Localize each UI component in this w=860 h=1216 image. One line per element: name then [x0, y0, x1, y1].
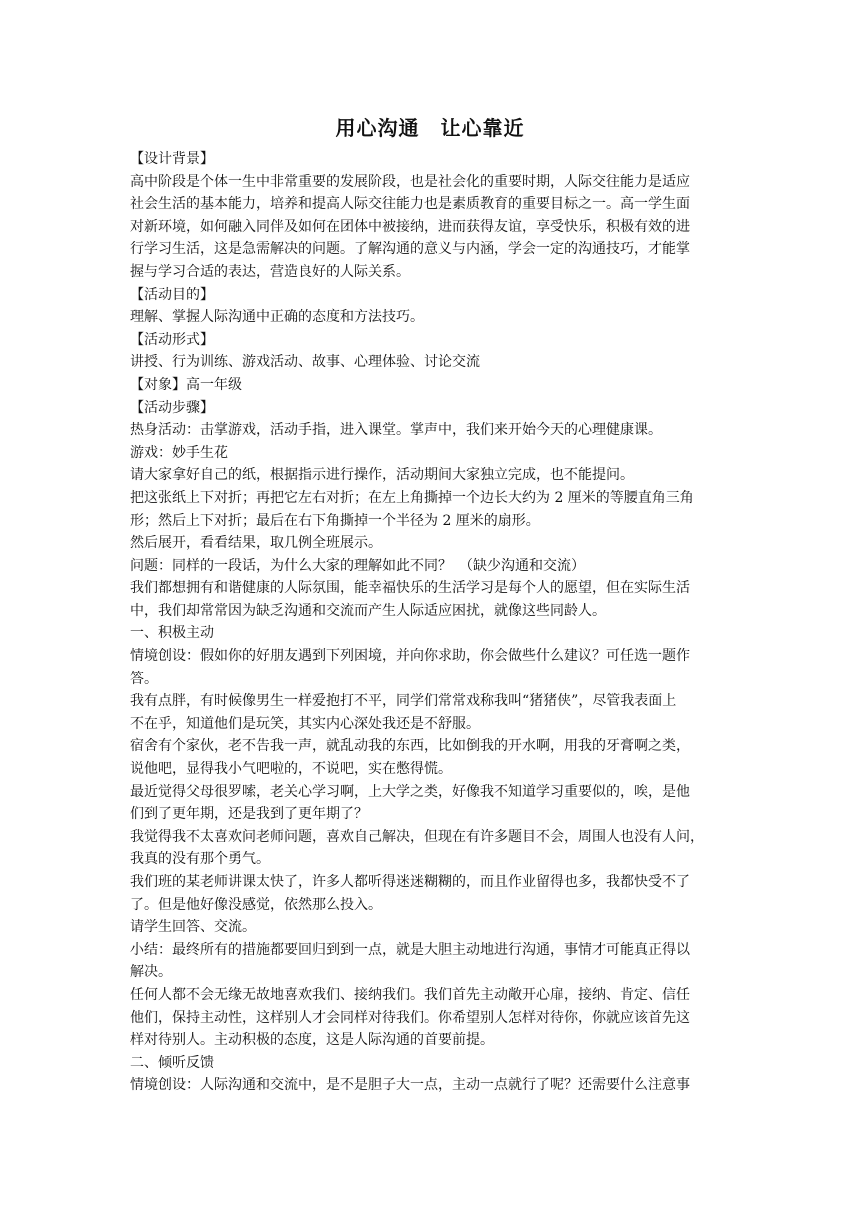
document-line: 答。 — [130, 670, 158, 687]
document-line: 最近觉得父母很罗嗦，老关心学习啊，上大学之类，好像我不知道学习重要似的，唉，是他 — [130, 783, 690, 800]
document-line: 热身活动：击掌游戏，活动手指，进入课堂。掌声中，我们来开始今天的心理健康课。 — [130, 422, 662, 439]
document-line: 们到了更年期，还是我到了更年期了？ — [130, 806, 368, 823]
document-line: 了。但是他好像没感觉，依然那么投入。 — [130, 896, 382, 913]
document-line: 握与学习合适的表达，营造良好的人际关系。 — [130, 263, 410, 280]
document-line: 形；然后上下对折；最后在右下角撕掉一个半径为 2 厘米的扇形。 — [130, 512, 540, 529]
document-line: 中，我们却常常因为缺乏沟通和交流而产生人际适应困扰，就像这些同龄人。 — [130, 602, 606, 619]
document-line: 讲授、行为训练、游戏活动、故事、心理体验、讨论交流 — [130, 354, 480, 371]
document-line: 我有点胖，有时候像男生一样爱抱打不平，同学们常常戏称我叫“猪猪侠”，尽管我表面上 — [130, 693, 677, 710]
document-line: 我真的没有那个勇气。 — [130, 851, 270, 868]
document-line: 【活动目的】 — [130, 286, 214, 303]
document-title: 用心沟通 让心靠近 — [335, 116, 525, 140]
document-line: 游戏：妙手生花 — [130, 444, 228, 461]
document-line: 一、积极主动 — [130, 625, 214, 642]
document-line: 理解、掌握人际沟通中正确的态度和方法技巧。 — [130, 309, 424, 326]
document-line: 样对待别人。主动积极的态度，这是人际沟通的首要前提。 — [130, 1032, 494, 1049]
document-line: 社会生活的基本能力，培养和提高人际交往能力也是素质教育的重要目标之一。高一学生面 — [130, 196, 690, 213]
document-line: 说他吧，显得我小气吧啦的，不说吧，实在憋得慌。 — [130, 761, 452, 778]
document-line: 【活动步骤】 — [130, 399, 214, 416]
document-line: 我觉得我不太喜欢问老师问题，喜欢自己解决，但现在有许多题目不会，周围人也没有人问， — [130, 828, 704, 845]
document-line: 【活动形式】 — [130, 331, 214, 348]
document-line: 请大家拿好自己的纸，根据指示进行操作，活动期间大家独立完成，也不能提问。 — [130, 467, 634, 484]
document-line: 把这张纸上下对折；再把它左右对折；在左上角撕掉一个边长大约为 2 厘米的等腰直角三角 — [130, 489, 694, 506]
document-line: 行学习生活，这是急需解决的问题。了解沟通的意义与内涵，学会一定的沟通技巧，才能掌 — [130, 241, 690, 258]
document-line: 然后展开，看看结果，取几例全班展示。 — [130, 535, 382, 552]
document-line: 不在乎，知道他们是玩笑，其实内心深处我还是不舒服。 — [130, 715, 480, 732]
document-line: 高中阶段是个体一生中非常重要的发展阶段，也是社会化的重要时期，人际交往能力是适应 — [130, 173, 690, 190]
document-line: 解决。 — [130, 964, 172, 981]
document-line: 对新环境，如何融入同伴及如何在团体中被接纳，进而获得友谊，享受快乐，积极有效的进 — [130, 218, 690, 235]
document-line: 情境创设：假如你的好朋友遇到下列困境，并向你求助，你会做些什么建议？可任选一题作 — [130, 648, 690, 665]
document-line: 我们班的某老师讲课太快了，许多人都听得迷迷糊糊的，而且作业留得也多，我都快受不了 — [130, 874, 690, 890]
document-line: 二、倾听反馈 — [130, 1054, 214, 1071]
document-line: 小结：最终所有的措施都要回归到到一点，就是大胆主动地进行沟通，事情才可能真正得以 — [130, 941, 690, 958]
document-line: 宿舍有个家伙，老不告我一声，就乱动我的东西，比如倒我的开水啊，用我的牙膏啊之类， — [130, 738, 690, 755]
document-line: 问题：同样的一段话，为什么大家的理解如此不同？ （缺少沟通和交流） — [130, 557, 585, 574]
document-line: 情境创设：人际沟通和交流中，是不是胆子大一点，主动一点就行了呢？还需要什么注意事 — [130, 1077, 690, 1094]
document-line: 任何人都不会无缘无故地喜欢我们、接纳我们。我们首先主动敞开心扉，接纳、肯定、信任 — [130, 986, 690, 1003]
document-line: 【设计背景】 — [130, 151, 214, 167]
document-line: 请学生回答、交流。 — [130, 919, 256, 936]
document-body — [130, 148, 730, 1097]
document-line: 【对象】高一年级 — [130, 376, 242, 393]
document-line: 我们都想拥有和谐健康的人际氛围，能幸福快乐的生活学习是每个人的愿望，但在实际生活 — [130, 580, 690, 597]
document-line: 他们，保持主动性，这样别人才会同样对待我们。你希望别人怎样对待你，你就应该首先这 — [130, 1009, 690, 1026]
